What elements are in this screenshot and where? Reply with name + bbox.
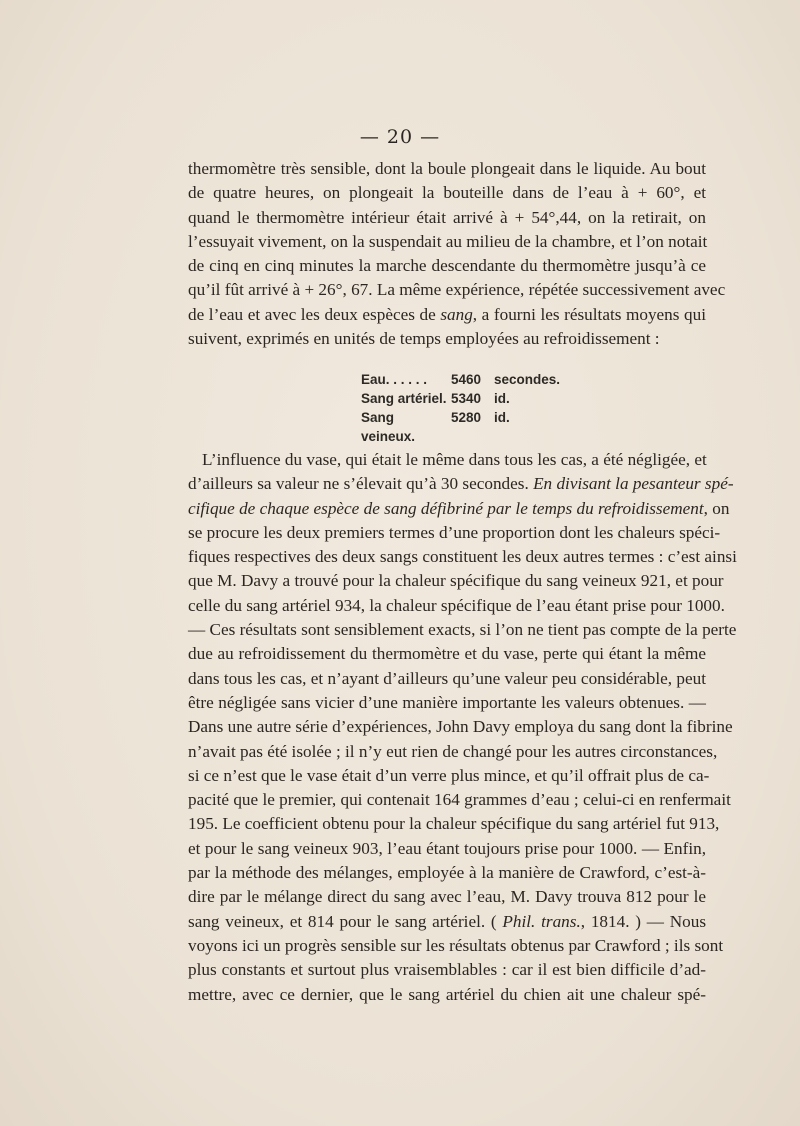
- table-unit: id.: [494, 410, 510, 425]
- text-line: si ce n’est que le vase était d’un verre plus mince, et qu’il offrait plus de ca-: [188, 765, 710, 785]
- text-line: de cinq en cinq minutes la marche descendante du thermomètre jusqu’à ce: [188, 256, 706, 276]
- text-line: fiques respectives des deux sangs constituent les deux autres termes : c’est ainsi: [188, 547, 737, 567]
- text-line: suivent, exprimés en unités de temps employées au refroidissement :: [188, 329, 660, 349]
- text-line: Dans une autre série d’expériences, John Davy employa du sang dont la fibrine: [188, 717, 733, 737]
- text-line: dire par le mélange direct du sang avec l’eau, M. Davy trouva 812 pour le: [188, 887, 706, 907]
- text-line: d’ailleurs sa valeur ne s’élevait qu’à 30 secondes. En divisant la pesanteur spé-: [188, 474, 734, 494]
- cooling-times-table: [361, 370, 561, 444]
- text-line: de quatre heures, on plongeait la bouteille dans de l’eau à + 60°, et: [188, 183, 706, 203]
- text-line: et pour le sang veineux 903, l’eau étant toujours prise pour 1000. — Enfin,: [188, 838, 706, 858]
- table-unit: secondes.: [494, 372, 561, 387]
- text-line: quand le thermomètre intérieur était arrivé à + 54°,44, on la retirait, on: [188, 207, 706, 227]
- text-line: voyons ici un progrès sensible sur les résultats obtenus par Crawford ; ils sont: [188, 935, 724, 955]
- text-line: être négligée sans vicier d’une manière importante les valeurs obtenues. —: [188, 692, 706, 712]
- text-line: L’influence du vase, qui était le même dans tous les cas, a été négligée, et: [202, 450, 707, 469]
- text-line: dans tous les cas, et n’ayant d’ailleurs qu’une valeur peu considérable, peut: [188, 668, 706, 688]
- italic-phrase: cifique de chaque espèce de sang défibriné par le temps du refroidissement: [188, 498, 704, 518]
- text-line: cifique de chaque espèce de sang défibriné par le temps du refroidissement, on: [188, 498, 730, 518]
- italic-phrase: Phil. trans.: [502, 911, 581, 931]
- text-line: sang veineux, et 814 pour le sang artériel. ( Phil. trans., 1814. ) — Nous: [188, 911, 707, 931]
- text-line: 195. Le coefficient obtenu pour la chaleur spécifique du sang artériel fut 913,: [188, 814, 720, 834]
- text-line: qu’il fût arrivé à + 26°, 67. La même expérience, répétée successivement avec: [188, 280, 726, 300]
- paragraph-1: [188, 157, 726, 351]
- table-row: [361, 370, 560, 389]
- text-line: l’essuyait vivement, on la suspendait au milieu de la chambre, et l’on notait: [188, 231, 708, 251]
- text-line: que M. Davy a trouvé pour la chaleur spécifique du sang veineux 921, et pour: [188, 571, 724, 591]
- text-line: n’avait pas été isolée ; il n’y eut rien de changé pour les autres circonstances,: [188, 741, 718, 761]
- text-line: plus constants et surtout plus vraisemblables : car il est bien difficile d’ad-: [188, 960, 706, 980]
- italic-phrase: sang: [440, 304, 473, 324]
- text-line: thermomètre très sensible, dont la boule plongeait dans le liquide. Au bout: [188, 159, 706, 178]
- text-line: due au refroidissement du thermomètre et du vase, perte qui étant la même: [188, 644, 706, 664]
- text-line: par la méthode des mélanges, employée à la manière de Crawford, c’est-à-: [188, 863, 706, 883]
- table-unit: id.: [494, 391, 510, 406]
- text-line: mettre, avec ce dernier, que le sang artériel du chien ait une chaleur spé-: [188, 984, 706, 1004]
- table-label: Sang veineux.: [361, 410, 416, 444]
- table-row: [361, 408, 560, 444]
- text-line: pacité que le premier, qui contenait 164 grammes d’eau ; celui-ci en renfermait: [188, 790, 731, 810]
- page-number: — 20 —: [359, 126, 441, 148]
- text-line: de l’eau et avec les deux espèces de sang, a fourni les résultats moyens qui: [188, 304, 707, 324]
- table-value: 5460: [451, 372, 482, 387]
- text-line: — Ces résultats sont sensiblement exacts, si l’on ne tient pas compte de la perte: [188, 620, 737, 640]
- text-line: celle du sang artériel 934, la chaleur spécifique de l’eau étant prise pour 1000.: [188, 595, 725, 615]
- table-row: [361, 389, 560, 408]
- table-label: Sang artériel.: [361, 391, 447, 406]
- italic-phrase: En divisant la pesanteur spé-: [533, 474, 734, 494]
- table-label: Eau. . . . . .: [361, 372, 428, 387]
- table-value: 5280: [451, 410, 482, 425]
- paragraph-2: [188, 448, 737, 1007]
- table-value: 5340: [451, 391, 482, 406]
- text-line: se procure les deux premiers termes d’une proportion dont les chaleurs spéci-: [188, 522, 721, 542]
